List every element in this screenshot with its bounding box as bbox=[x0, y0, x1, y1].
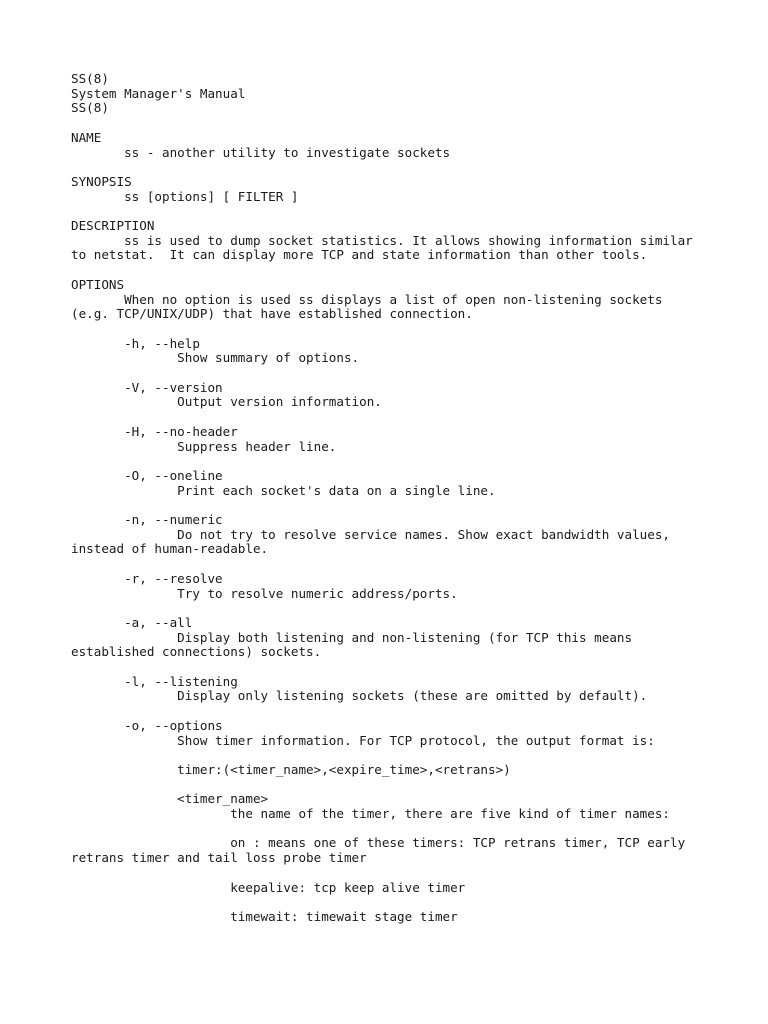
options-intro: (e.g. TCP/UNIX/UDP) that have established connection. bbox=[71, 306, 473, 322]
option-flag: -n, --numeric bbox=[71, 512, 223, 527]
section-heading-synopsis: SYNOPSIS bbox=[71, 173, 132, 189]
synopsis-text: ss [options] [ FILTER ] bbox=[71, 188, 299, 204]
option-description: Display both listening and non-listening (for TCP this means bbox=[71, 629, 633, 645]
option-description: Suppress header line. bbox=[71, 438, 337, 454]
option-flag: -r, --resolve bbox=[71, 570, 223, 586]
header-right: SS(8) bbox=[71, 100, 109, 116]
header-center: System Manager's Manual bbox=[71, 85, 246, 101]
option-flag: -O, --oneline bbox=[71, 467, 223, 483]
option-flag: -o, --options bbox=[71, 717, 223, 733]
timer-format: timer:(<timer_name>,<expire_time>,<retrans>) bbox=[71, 761, 511, 777]
section-heading-options: OPTIONS bbox=[71, 276, 125, 292]
option-flag: -H, --no-header bbox=[71, 423, 238, 439]
option-description: Try to resolve numeric address/ports. bbox=[71, 585, 458, 601]
options-intro: When no option is used ss displays a list of open non-listening sockets bbox=[71, 291, 663, 307]
description-text: ss is used to dump socket statistics. It allows showing information similar bbox=[71, 232, 693, 248]
option-description: Show summary of options. bbox=[71, 350, 360, 366]
timer-field-name: <timer_name> bbox=[71, 791, 269, 807]
option-flag: -V, --version bbox=[71, 379, 223, 395]
name-text: ss - another utility to investigate sockets bbox=[71, 144, 451, 160]
option-description: Print each socket's data on a single line. bbox=[71, 482, 496, 498]
timer-name-timewait: timewait: timewait stage timer bbox=[71, 908, 458, 924]
timer-name-keepalive: keepalive: tcp keep alive timer bbox=[71, 879, 466, 895]
section-heading-name: NAME bbox=[71, 129, 102, 145]
timer-field-description: the name of the timer, there are five kind of timer names: bbox=[71, 806, 670, 821]
option-description: Do not try to resolve service names. Show exact bandwidth values, bbox=[71, 526, 670, 542]
section-heading-description: DESCRIPTION bbox=[71, 218, 155, 233]
option-description: Show timer information. For TCP protocol, the output format is: bbox=[71, 732, 655, 748]
option-description: established connections) sockets. bbox=[71, 644, 322, 660]
option-description: instead of human-readable. bbox=[71, 541, 269, 557]
option-flag: -a, --all bbox=[71, 614, 193, 630]
option-description: Display only listening sockets (these are omitted by default). bbox=[71, 688, 648, 704]
header-left: SS(8) bbox=[71, 71, 109, 86]
timer-name-on: on : means one of these timers: TCP retrans timer, TCP early bbox=[71, 835, 686, 851]
option-flag: -l, --listening bbox=[71, 673, 238, 689]
option-description: Output version information. bbox=[71, 394, 382, 410]
option-flag: -h, --help bbox=[71, 335, 200, 351]
timer-name-on: retrans timer and tail loss probe timer bbox=[71, 850, 367, 866]
description-text: to netstat. It can display more TCP and state information than other tools. bbox=[71, 247, 648, 263]
